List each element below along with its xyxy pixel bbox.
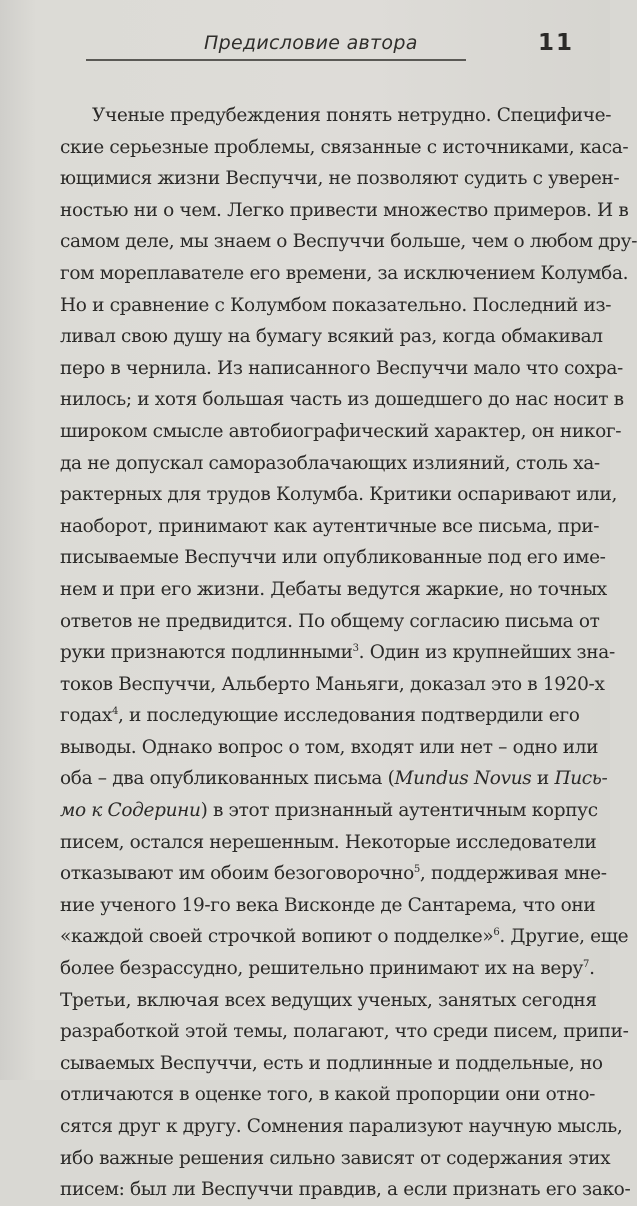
text-segment: более безрассудно, решительно принимают их на веру — [60, 958, 584, 980]
text-segment: оба – два опубликованных письма ( — [60, 768, 395, 790]
text-line: ностью ни о чем. Легко привести множество примеров. И в — [60, 199, 629, 221]
text-segment: . — [589, 958, 595, 980]
text-line — [60, 953, 600, 985]
text-line: гом мореплавателе его времени, за исключением Колумба. — [60, 262, 629, 284]
text-line: ние ученого 19-го века Висконде де Сантарема, что они — [60, 894, 596, 916]
text-line: ющимися жизни Веспуччи, не позволяют судить с уверен- — [60, 168, 620, 190]
text-line: ливал свою душу на бумагу всякий раз, когда обмакивал — [60, 326, 603, 348]
footnote-ref: 6 — [493, 927, 500, 939]
running-header — [86, 28, 606, 68]
text-line: наоборот, принимают как аутентичные все письма, при- — [60, 515, 600, 537]
text-line: Но и сравнение с Колумбом показательно. Последний из- — [60, 294, 612, 316]
text-line: ответов не предвидится. По общему согласию письма от — [60, 610, 600, 632]
italic-title: Пись- — [554, 768, 608, 790]
text-line: Ученые предубеждения понять нетрудно. Специфиче- — [92, 105, 612, 126]
text-line: нилось; и хотя большая часть из дошедшего до нас носит в — [60, 389, 624, 411]
text-line: выводы. Однако вопрос о том, входят или нет – одно или — [60, 736, 599, 758]
text-line: Третьи, включая всех ведущих ученых, занятых сегодня — [60, 989, 597, 1011]
text-line — [60, 637, 615, 669]
text-segment: руки признаются подлинными — [60, 642, 353, 664]
text-segment: годах — [60, 705, 112, 727]
text-segment: , и последующие исследования подтвердили его — [117, 705, 580, 727]
text-line: писем, остался нерешенным. Некоторые исследователи — [60, 831, 597, 853]
chapter-title: Предисловие автора — [204, 32, 418, 54]
text-segment: , поддерживая мне- — [419, 863, 607, 885]
text-line — [60, 763, 608, 795]
footnote-ref: 5 — [413, 864, 420, 876]
text-line: перо в чернила. Из написанного Веспуччи мало что сохра- — [60, 357, 623, 379]
text-line: писываемые Веспуччи или опубликованные под его име- — [60, 547, 606, 569]
italic-title: Mundus Novus — [394, 768, 532, 790]
text-line: широком смысле автобиографический характер, он никог- — [60, 420, 622, 442]
footnote-ref: 3 — [352, 642, 359, 654]
text-line: отличаются в оценке того, в какой пропорции они отно- — [60, 1084, 596, 1106]
page-number: 11 — [538, 30, 575, 56]
footnote-ref: 4 — [111, 706, 118, 718]
text-line: сываемых Веспуччи, есть и подлинные и поддельные, но — [60, 1052, 603, 1074]
text-line: разработкой этой темы, полагают, что среди писем, припи- — [60, 1021, 629, 1043]
text-segment: «каждой своей строчкой вопиют о подделке» — [60, 926, 494, 948]
text-segment: отказывают им обоим безоговорочно — [60, 863, 414, 885]
text-line — [60, 921, 629, 953]
body-text — [60, 100, 637, 1206]
text-line: сятся друг к другу. Сомнения парализуют научную мысль, — [60, 1116, 623, 1137]
text-segment: ) в этот признанный аутентичным корпус — [200, 800, 598, 822]
text-line — [60, 795, 600, 827]
text-line: писем: был ли Веспуччи правдив, а если признать его зако- — [60, 1179, 631, 1201]
text-line — [60, 700, 600, 732]
text-segment: . Один из крупнейших зна- — [358, 642, 615, 664]
italic-title: мо к Содерини — [60, 800, 201, 822]
text-line: ибо важные решения сильно зависят от содержания этих — [60, 1147, 611, 1169]
text-line: самом деле, мы знаем о Веспуччи больше, чем о любом дру- — [60, 231, 637, 253]
text-line — [60, 858, 607, 890]
text-line: рактерных для трудов Колумба. Критики оспаривают или, — [60, 484, 617, 506]
text-line: ские серьезные проблемы, связанные с источниками, каса- — [60, 136, 629, 158]
footnote-ref: 7 — [583, 958, 590, 970]
text-line: токов Веспуччи, Альберто Маньяги, доказал это в 1920-х — [60, 673, 605, 695]
text-line: да не допускал саморазоблачающих излияний, столь ха- — [60, 452, 600, 474]
text-line: нем и при его жизни. Дебаты ведутся жаркие, но точных — [60, 578, 607, 600]
text-segment: и — [531, 768, 555, 790]
header-rule — [86, 59, 466, 61]
text-segment: . Другие, еще — [499, 926, 629, 948]
